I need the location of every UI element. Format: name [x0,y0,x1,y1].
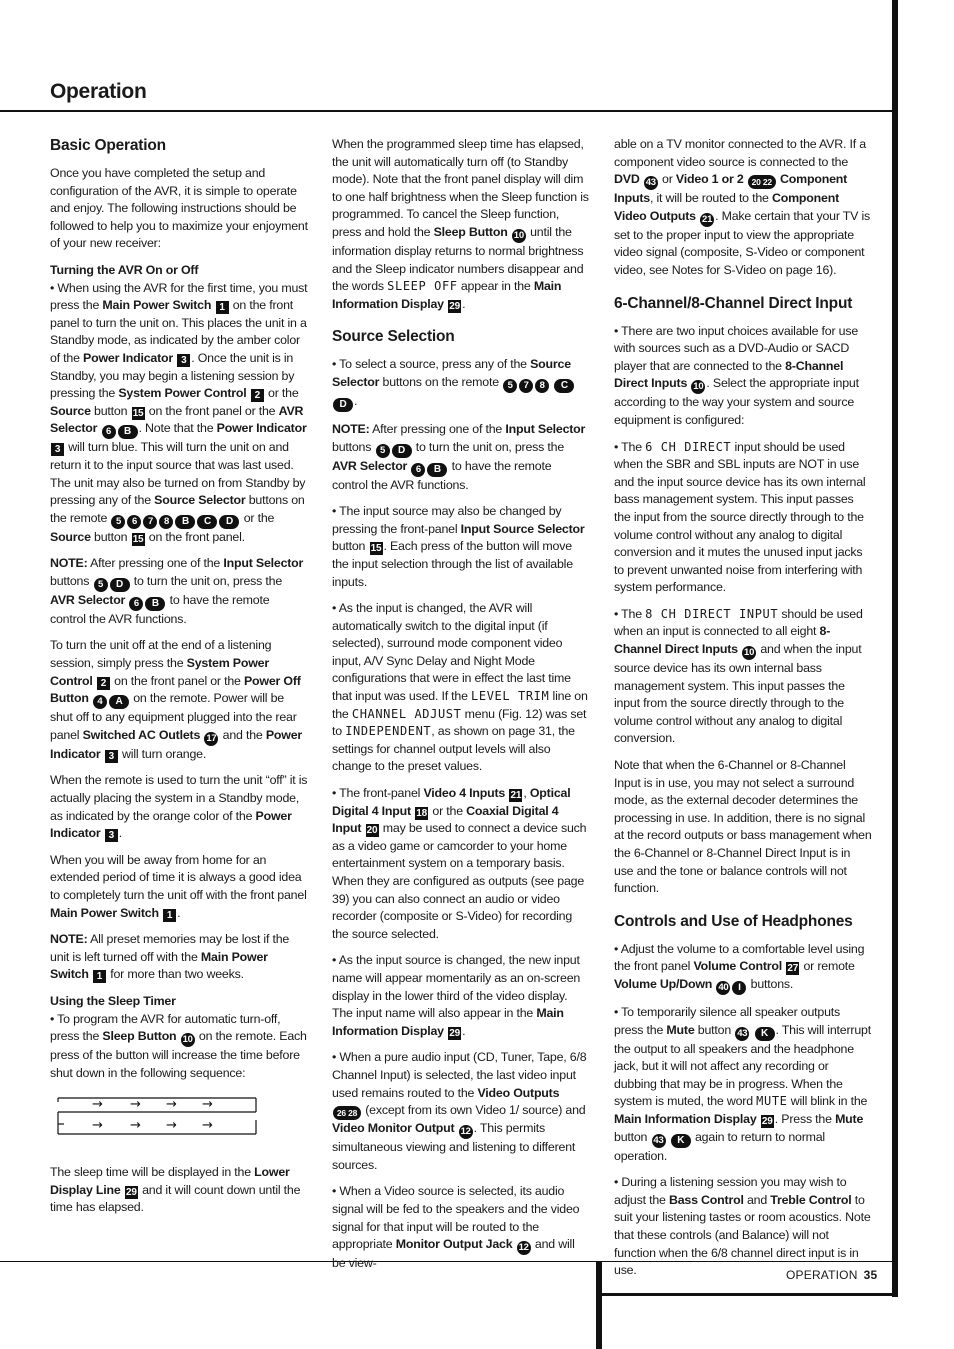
paragraph-auto-switch: • As the input is changed, the AVR will automatically switch to the digital input (if selected), surround mode component video input, A/V Sync Delay and Night Mode configurations that were in effect the last time that input was used. If the LEVEL TRIM line on the CHANNEL ADJUST menu (Fig. 12) was set to INDEPENDENT, as shown on page 31, the settings for channel output levels will also change to the preset values. [332,601,588,774]
svg-text:→: → [166,1097,177,1113]
remote-badge: C [554,379,574,393]
ref-badge: 3 [105,750,118,763]
remote-badge: D [219,515,239,529]
remote-badge: B [118,425,138,439]
remote-badge: 6 [129,597,143,611]
svg-text:→: → [202,1097,213,1113]
ref-badge: 43 [653,1134,664,1146]
ref-badge: 27 [787,963,799,975]
paragraph-bass-treble: • During a listening session you may wish to adjust the Bass Control and Treble Control to suit your listening tastes or room acoustics. Note that these controls (and Balance) will not function when the 6/8 channel direct input is in use. [614,1175,871,1278]
subheading-sleep-timer: Using the Sleep Timer [50,993,176,1008]
ref-badge: 29 [449,1027,460,1039]
svg-text:→: → [92,1118,103,1134]
ref-badge: 20 22 [748,175,776,189]
remote-badge: 5 [94,578,108,592]
paragraph-component-video: able on a TV monitor connected to the AVR. If a component video source is connected to the DVD 43 or Video 1 or 2 20 22 Component Inputs, it will be routed to the Component Video Outputs 21 . Make certain that your TV is set to the proper input to view the appropriate video signal (composite, S-Video or component video, see Notes for S-Video on page 16). [614,137,871,277]
ref-badge: 3 [105,829,118,842]
paragraph-direct-choices: • There are two input choices available for use with sources such as a DVD-Audio or SACD player that are connected to the 8-Channel Direct Inputs 10 . Select the appropriate input according to the way your system and source equipment is configured: [614,323,859,427]
remote-badge: A [109,695,129,709]
ref-badge: 2 [251,389,264,402]
remote-badge: C [197,515,217,529]
ref-badge: 40 [718,981,729,993]
remote-badge: 5 [376,444,390,458]
paragraph-power-on: • When using the AVR for the first time, you must press the Main Power Switch 1 on the front panel to turn the unit on. This places the unit in a Standby mode, as indicated by the amber color of the Power Indicator 3 . Once the unit is in Standby, you may begin a listening session by pressing the System Power Control 2 or the Source button 15 on the front panel or the AVR Selector 6 B . Note that the Power Indicator 3 will turn blue. This will turn the unit on and return it to the input source that was last used. The unit may also be turned on from Standby by pressing any of the Source Selector buttons on the remote 5 6 7 8 B C D or the Source button 15 on the front panel. [50,280,308,545]
subheading-turning-on-off: Turning the AVR On or Off [50,262,199,277]
ref-badge: 3 [51,443,64,456]
paragraph-front-panel-input: • The input source may also be changed by pressing the front-panel Input Source Selector button 15 . Each press of the button will move the input selection through the list of available inputs. [332,504,585,589]
ref-badge: 43 [737,1027,748,1039]
paragraph-standby: When the remote is used to turn the unit “off” it is actually placing the system in a Standby mode, as indicated by the orange color of the Power Indicator 3 . [50,773,308,842]
footer-bottom-rule [600,1293,895,1296]
remote-badge: 8 [535,379,549,393]
ref-badge: 10 [693,381,704,393]
svg-text:→: → [92,1097,103,1113]
ref-badge: 43 [645,177,656,189]
remote-badge: 5 [503,379,517,393]
title-rule [0,110,895,112]
ref-badge: 29 [449,300,460,312]
ref-badge: 1 [163,909,176,922]
remote-badge: 6 [411,463,425,477]
intro-paragraph: Once you have completed the setup and configuration of the AVR, it is simple to operate and enjoy. The following instructions should be followed to help you to maximize your enjoyment of your new receiver: [50,166,308,251]
svg-text:→: → [130,1097,141,1113]
column-2 [332,136,590,1282]
paragraph-power-off: To turn the unit off at the end of a listening session, simply press the System Power Control 2 on the front panel or the Power Off Button 4 A on the remote. Power will be shut off to any equipment plugged into the rear panel Switched AC Outlets 17 and the Power Indicator 3 will turn orange. [50,638,303,762]
remote-badge: I [732,981,746,995]
sleep-sequence-arrows [52,1094,258,1138]
paragraph-select-source: • To select a source, press any of the Source Selector buttons on the remote 5 7 8 CD . [332,356,590,412]
remote-badge: 6 [102,425,116,439]
paragraph-8ch-direct: • The 8 CH DIRECT INPUT should be used when an input is connected to all eight 8-Channel Direct Inputs 10 and when the input source device has its own internal bass management system. This input passes the input from the source directly through to the volume control without any analog to digital conversion. [614,606,863,746]
paragraph-sleep-program: • To program the AVR for automatic turn-off, press the Sleep Button 10 on the remote. Each press of the button will increase the time before shut down in the following sequence: [50,1011,307,1080]
ref-badge: 10 [182,1034,193,1046]
ref-badge: 26 28 [333,1106,361,1120]
remote-badge: B [145,597,165,611]
paragraph-osd-name: • As the input source is changed, the new input name will appear momentarily as an on-screen display in the lower third of the video display. The input name will also appear in the Main Information Display 29 . [332,953,581,1039]
paragraph-sleep-elapsed: When the programmed sleep time has elapsed, the unit will automatically turn off (to Standby mode). Note that the front panel display will dim to one half brightness when the Sleep function is programmed. To cancel the Sleep function, press and hold the Sleep Button 10 until the information display returns to normal brightness and the Sleep indicator numbers disappear and the words SLEEP OFF appear in the Main Information Display 29 . [332,137,589,312]
heading-direct-input: 6-Channel/8-Channel Direct Input [614,294,853,312]
ref-badge: 1 [216,301,229,314]
ref-badge: 10 [744,647,755,659]
remote-badge: 5 [111,515,125,529]
remote-badge: 7 [519,379,533,393]
note-input-selector-2: NOTE: After pressing one of the Input Selector buttons 5 D to turn the unit on, press the AVR Selector 6 B to have the remote control the AVR functions. [332,421,586,492]
ref-badge: 29 [125,1186,137,1198]
remote-badge: 4 [93,695,107,709]
paragraph-sleep-display: The sleep time will be displayed in the Lower Display Line 29 and it will count down until the time has elapsed. [50,1164,301,1215]
heading-source-selection: Source Selection [332,328,455,346]
footer-left-bar [596,1262,602,1349]
note-preset-memories: NOTE: All preset memories may be lost if the unit is left turned off with the Main Power Switch 1 for more than two weeks. [50,932,290,983]
paragraph-direct-note: Note that when the 6-Channel or 8-Channel Input is in use, you may not select a surround mode, as the external decoder determines the processing in use. In addition, there is no signal at the record outputs or bass management when the 6-Channel or 8-Channel Direct Input is in use and the tone or balance controls will not function. [614,758,872,896]
ref-badge: 2 [97,677,110,690]
page-footer [786,1268,877,1282]
paragraph-6ch-direct: • The 6 CH DIRECT input should be used when the SBR and SBL inputs are NOT in use and the input source device has its own internal bass management system. This input passes the input from the source directly through to the volume control without any analog to digital conversion and it mutes the unused input jacks to prevent unwanted noise from interfering with system performance. [614,439,866,595]
svg-text:→: → [130,1118,141,1134]
sleep-sequence-diagram [52,1094,308,1144]
page-title: Operation [50,80,147,103]
column-1 [50,136,308,1226]
ref-badge: 17 [206,732,217,744]
heading-basic-operation: Basic Operation [50,137,166,154]
ref-badge: 18 [416,807,428,819]
remote-badge: D [110,578,130,592]
ref-badge: 12 [518,1242,529,1254]
paragraph-pure-audio: • When a pure audio input (CD, Tuner, Tape, 6/8 Channel Input) is selected, the last video input used remains routed to the Video Outputs 26 28 (except from its own Video 1/ source) and Video Monitor Output 12 . This permits simultaneous viewing and listening to different sources. [332,1050,587,1172]
footer-section: OPERATION [786,1268,858,1282]
remote-badge: 7 [143,515,157,529]
ref-badge: 1 [93,970,106,983]
note-input-selector: NOTE: After pressing one of the Input Selector buttons 5 D to turn the unit on, press the AVR Selector 6 B to have the remote control the AVR functions. [50,556,304,626]
remote-badge: B [175,515,195,529]
paragraph-volume: • Adjust the volume to a comfortable level using the front panel Volume Control 27 or remote Volume Up/Down 40 I buttons. [614,941,865,993]
heading-headphones: Controls and Use of Headphones [614,912,853,930]
paragraph-away: When you will be away from home for an extended period of time it is always a good idea to completely turn the unit off with the front panel Main Power Switch 1 . [50,852,307,921]
paragraph-video-source: • When a Video source is selected, its audio signal will be fed to the speakers and the video signal for that input will be routed to the appropriate Monitor Output Jack 12 and will be view- [332,1184,580,1271]
paragraph-video4-inputs: • The front-panel Video 4 Inputs 21 , Optical Digital 4 Input 18 or the Coaxial Digital 4 Input 20 may be used to connect a device such as a video game or camcorder to your home entertainment system on a temporary basis. When they are configured as outputs (see page 39) you can also connect an audio or video recorder (composite or S-Video) for recording the source selected. [332,786,587,941]
remote-badge: K [671,1134,691,1148]
svg-text:→: → [166,1118,177,1134]
ref-badge: 21 [510,790,522,802]
ref-badge: 15 [370,543,382,555]
ref-badge: 29 [761,1115,773,1127]
ref-badge: 20 [366,825,378,837]
svg-text:→: → [202,1118,213,1134]
ref-badge: 3 [177,354,190,367]
remote-badge: D [333,398,353,412]
column-3 [614,136,872,1289]
ref-badge: 15 [132,407,144,419]
paragraph-mute: • To temporarily silence all speaker outputs press the Mute button 43 K . This will interrupt the output to all speakers and the headphone jack, but it will not affect any recording or dubbing that may be in progress. When the system is muted, the word MUTE will blink in the Main Information Display 29 . Press the Mute button 43 K again to return to normal operation. [614,1004,871,1163]
remote-badge: 8 [159,515,173,529]
ref-badge: 21 [702,213,713,225]
remote-badge: D [392,444,412,458]
remote-badge: 6 [127,515,141,529]
ref-badge: 12 [460,1126,471,1138]
ref-badge: 10 [513,229,524,241]
remote-badge: K [755,1027,775,1041]
right-edge-bar [892,0,898,1297]
page-number: 35 [863,1268,878,1282]
ref-badge: 15 [132,533,144,545]
remote-badge: B [427,463,447,477]
